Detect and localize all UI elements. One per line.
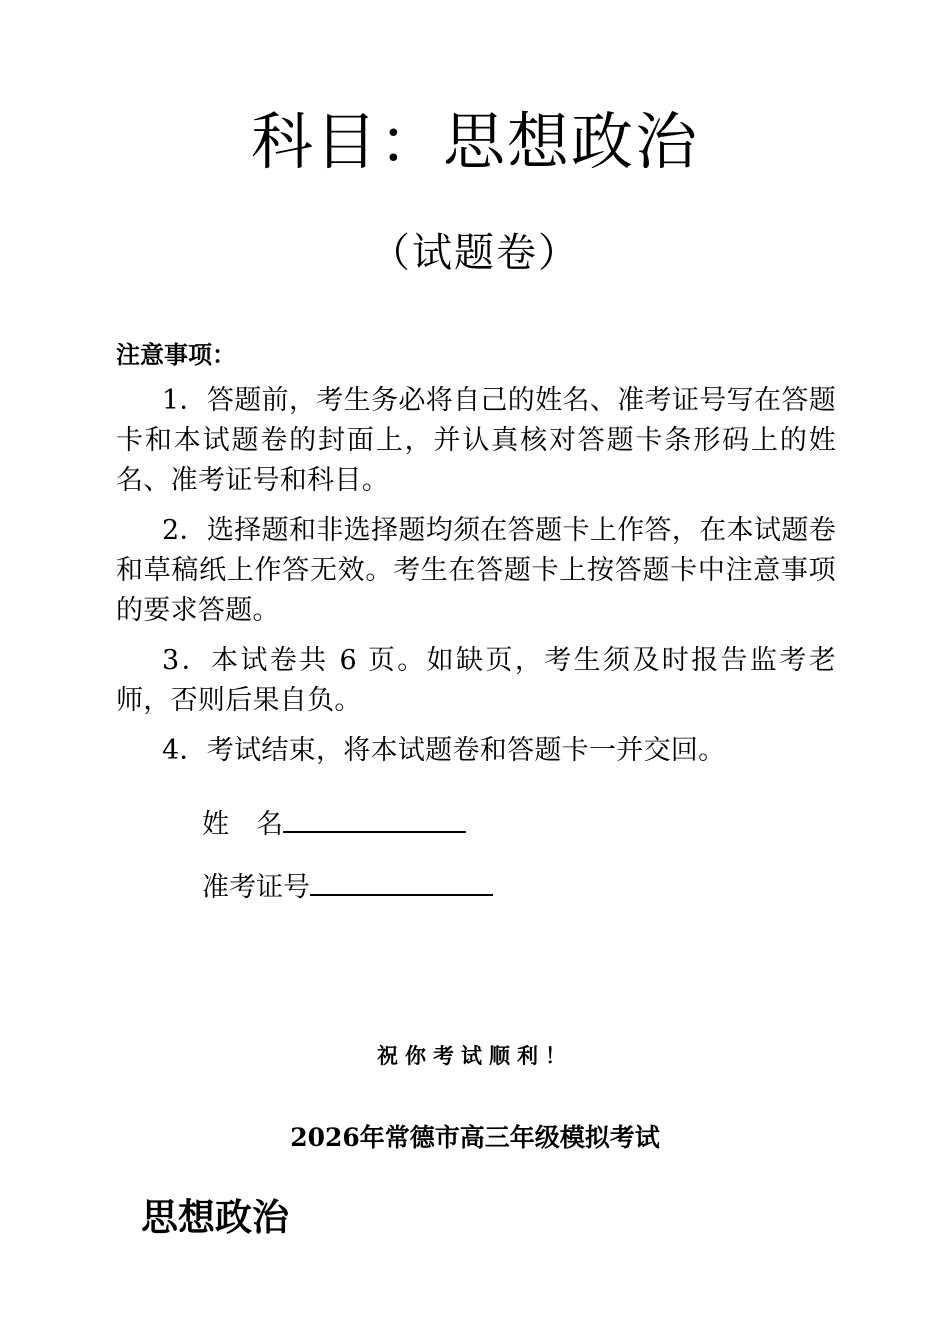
notice-item-4: 4．考试结束，将本试题卷和答题卡一并交回。 xyxy=(162,735,726,766)
notice-item-3: 3．本试卷共 6 页。如缺页，考生须及时报告监考老师，否则后果自负。 xyxy=(116,645,836,716)
notice-item-1: 1．答题前，考生务必将自己的姓名、准考证号写在答题卡和本试题卷的封面上，并认真核对答题卡条形码上的姓名、准考证号和科目。 xyxy=(116,385,836,496)
notice-item-2: 2．选择题和非选择题均须在答题卡上作答，在本试题卷和草稿纸上作答无效。考生在答题卡上按答题卡中注意事项的要求答题。 xyxy=(116,515,836,626)
notice-list xyxy=(116,381,836,781)
subject-heading: 思想政治 xyxy=(141,1196,289,1239)
exam-name: 2026年常德市高三年级模拟考试 xyxy=(290,1123,660,1152)
exam-id-field xyxy=(202,866,493,908)
cover-subtitle: （试题卷） xyxy=(370,230,580,276)
good-luck-text: 祝你考试顺利！ xyxy=(377,1044,573,1068)
exam-id-blank-line[interactable] xyxy=(310,866,493,896)
cover-title: 科目：思想政治 xyxy=(250,105,699,178)
notice-heading: 注意事项： xyxy=(116,341,236,369)
name-label: 姓 名 xyxy=(202,809,283,840)
name-field xyxy=(202,803,466,845)
name-blank-line[interactable] xyxy=(283,803,466,833)
exam-id-label: 准考证号 xyxy=(202,872,310,903)
